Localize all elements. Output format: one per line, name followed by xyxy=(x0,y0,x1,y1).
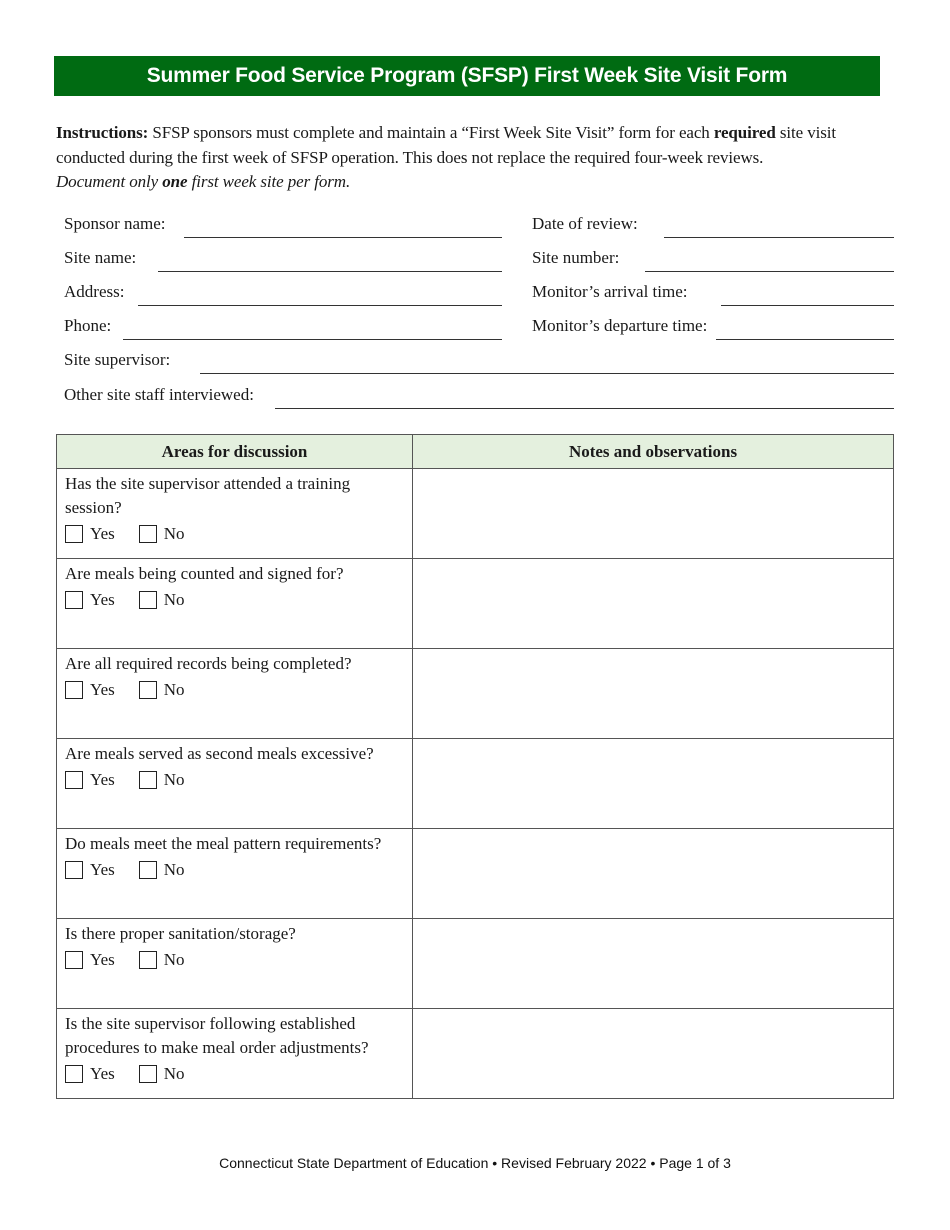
notes-cell[interactable] xyxy=(413,649,894,739)
notes-cell[interactable] xyxy=(413,739,894,829)
no-option[interactable] xyxy=(139,858,185,882)
other-staff-line[interactable] xyxy=(275,389,894,409)
date-of-review-line[interactable] xyxy=(664,218,894,238)
yes-label: Yes xyxy=(90,950,115,969)
notes-cell[interactable] xyxy=(413,919,894,1009)
header-areas: Areas for discussion xyxy=(57,435,413,469)
instructions-note xyxy=(56,172,350,191)
question-text: Are meals served as second meals excessive? xyxy=(65,744,374,763)
yes-checkbox[interactable] xyxy=(65,771,83,789)
yes-option[interactable] xyxy=(65,768,115,792)
yes-option[interactable] xyxy=(65,1062,115,1086)
note-one: one xyxy=(162,172,188,191)
yes-no-options xyxy=(65,1060,404,1088)
date-of-review-label: Date of review: xyxy=(532,214,638,233)
no-option[interactable] xyxy=(139,588,185,612)
instructions-text-after: site visit conducted during the first week of SFSP operation. This does not replace the required four-week reviews. xyxy=(56,123,836,167)
address-line[interactable] xyxy=(138,286,502,306)
yes-label: Yes xyxy=(90,1064,115,1083)
table-row xyxy=(57,649,894,739)
no-checkbox[interactable] xyxy=(139,771,157,789)
no-checkbox[interactable] xyxy=(139,681,157,699)
yes-option[interactable] xyxy=(65,948,115,972)
site-supervisor-label: Site supervisor: xyxy=(64,350,171,369)
yes-checkbox[interactable] xyxy=(65,1065,83,1083)
question-text: Has the site supervisor attended a training session? xyxy=(65,474,351,517)
notes-cell[interactable] xyxy=(413,559,894,649)
yes-label: Yes xyxy=(90,770,115,789)
site-name-label: Site name: xyxy=(64,248,137,267)
no-checkbox[interactable] xyxy=(139,861,157,879)
date-of-review-field xyxy=(532,214,894,234)
departure-time-field xyxy=(532,316,894,336)
no-label: No xyxy=(163,770,185,789)
site-number-line[interactable] xyxy=(645,252,894,272)
phone-line[interactable] xyxy=(123,320,502,340)
table-row xyxy=(57,739,894,829)
phone-field xyxy=(64,316,502,336)
site-number-label: Site number: xyxy=(532,248,620,267)
yes-checkbox[interactable] xyxy=(65,525,83,543)
yes-option[interactable] xyxy=(65,588,115,612)
discussion-question-cell xyxy=(57,739,413,829)
yes-no-options xyxy=(65,520,404,548)
yes-no-options xyxy=(65,676,404,704)
table-row xyxy=(57,559,894,649)
departure-time-label: Monitor’s departure time: xyxy=(532,316,708,335)
question-text: Are all required records being completed? xyxy=(65,654,352,673)
instructions-required: required xyxy=(713,123,776,142)
instructions-text-before: SFSP sponsors must complete and maintain a “First Week Site Visit” form for each xyxy=(148,123,714,142)
table-header-row xyxy=(57,435,894,469)
yes-label: Yes xyxy=(90,680,115,699)
no-option[interactable] xyxy=(139,1062,185,1086)
yes-label: Yes xyxy=(90,524,115,543)
no-option[interactable] xyxy=(139,678,185,702)
sponsor-name-line[interactable] xyxy=(184,218,502,238)
yes-no-options xyxy=(65,946,404,974)
arrival-time-field xyxy=(532,282,894,302)
notes-cell[interactable] xyxy=(413,1009,894,1099)
yes-option[interactable] xyxy=(65,522,115,546)
site-name-line[interactable] xyxy=(158,252,502,272)
question-text: Are meals being counted and signed for? xyxy=(65,564,344,583)
no-checkbox[interactable] xyxy=(139,951,157,969)
no-checkbox[interactable] xyxy=(139,525,157,543)
no-label: No xyxy=(163,950,185,969)
site-name-field xyxy=(64,248,502,268)
discussion-question-cell xyxy=(57,469,413,559)
note-after: first week site per form. xyxy=(187,172,351,191)
yes-checkbox[interactable] xyxy=(65,681,83,699)
no-label: No xyxy=(163,524,185,543)
table-row xyxy=(57,469,894,559)
other-staff-field xyxy=(64,385,894,405)
form-title: Summer Food Service Program (SFSP) First Week Site Visit Form xyxy=(54,56,880,96)
sponsor-name-label: Sponsor name: xyxy=(64,214,166,233)
arrival-time-label: Monitor’s arrival time: xyxy=(532,282,688,301)
no-checkbox[interactable] xyxy=(139,591,157,609)
no-option[interactable] xyxy=(139,522,185,546)
no-checkbox[interactable] xyxy=(139,1065,157,1083)
yes-checkbox[interactable] xyxy=(65,591,83,609)
yes-no-options xyxy=(65,586,404,614)
yes-option[interactable] xyxy=(65,858,115,882)
question-text: Do meals meet the meal pattern requirements? xyxy=(65,834,382,853)
address-label: Address: xyxy=(64,282,125,301)
instructions xyxy=(56,121,896,195)
no-option[interactable] xyxy=(139,768,185,792)
yes-no-options xyxy=(65,766,404,794)
discussion-table xyxy=(56,434,894,1099)
discussion-question-cell xyxy=(57,1009,413,1099)
yes-label: Yes xyxy=(90,590,115,609)
site-supervisor-field xyxy=(64,350,894,370)
discussion-question-cell xyxy=(57,649,413,739)
yes-checkbox[interactable] xyxy=(65,951,83,969)
site-supervisor-line[interactable] xyxy=(200,354,894,374)
no-label: No xyxy=(163,860,185,879)
table-row xyxy=(57,1009,894,1099)
no-label: No xyxy=(163,590,185,609)
no-label: No xyxy=(163,1064,185,1083)
phone-label: Phone: xyxy=(64,316,112,335)
site-number-field xyxy=(532,248,894,268)
other-staff-label: Other site staff interviewed: xyxy=(64,385,254,404)
table-row xyxy=(57,829,894,919)
header-notes: Notes and observations xyxy=(413,435,894,469)
no-option[interactable] xyxy=(139,948,185,972)
yes-label: Yes xyxy=(90,860,115,879)
no-label: No xyxy=(163,680,185,699)
sponsor-name-field xyxy=(64,214,502,234)
departure-time-line[interactable] xyxy=(716,320,894,340)
notes-cell[interactable] xyxy=(413,829,894,919)
yes-checkbox[interactable] xyxy=(65,861,83,879)
question-text: Is there proper sanitation/storage? xyxy=(65,924,296,943)
discussion-question-cell xyxy=(57,829,413,919)
page-footer: Connecticut State Department of Education • Revised February 2022 • Page 1 of 3 xyxy=(219,1155,731,1171)
arrival-time-line[interactable] xyxy=(721,286,895,306)
address-field xyxy=(64,282,502,302)
yes-option[interactable] xyxy=(65,678,115,702)
instructions-label: Instructions: xyxy=(56,123,149,142)
question-text: Is the site supervisor following established procedures to make meal order adjustments? xyxy=(65,1014,369,1057)
discussion-question-cell xyxy=(57,919,413,1009)
yes-no-options xyxy=(65,856,404,884)
notes-cell[interactable] xyxy=(413,469,894,559)
note-before: Document only xyxy=(56,172,163,191)
discussion-question-cell xyxy=(57,559,413,649)
table-row xyxy=(57,919,894,1009)
